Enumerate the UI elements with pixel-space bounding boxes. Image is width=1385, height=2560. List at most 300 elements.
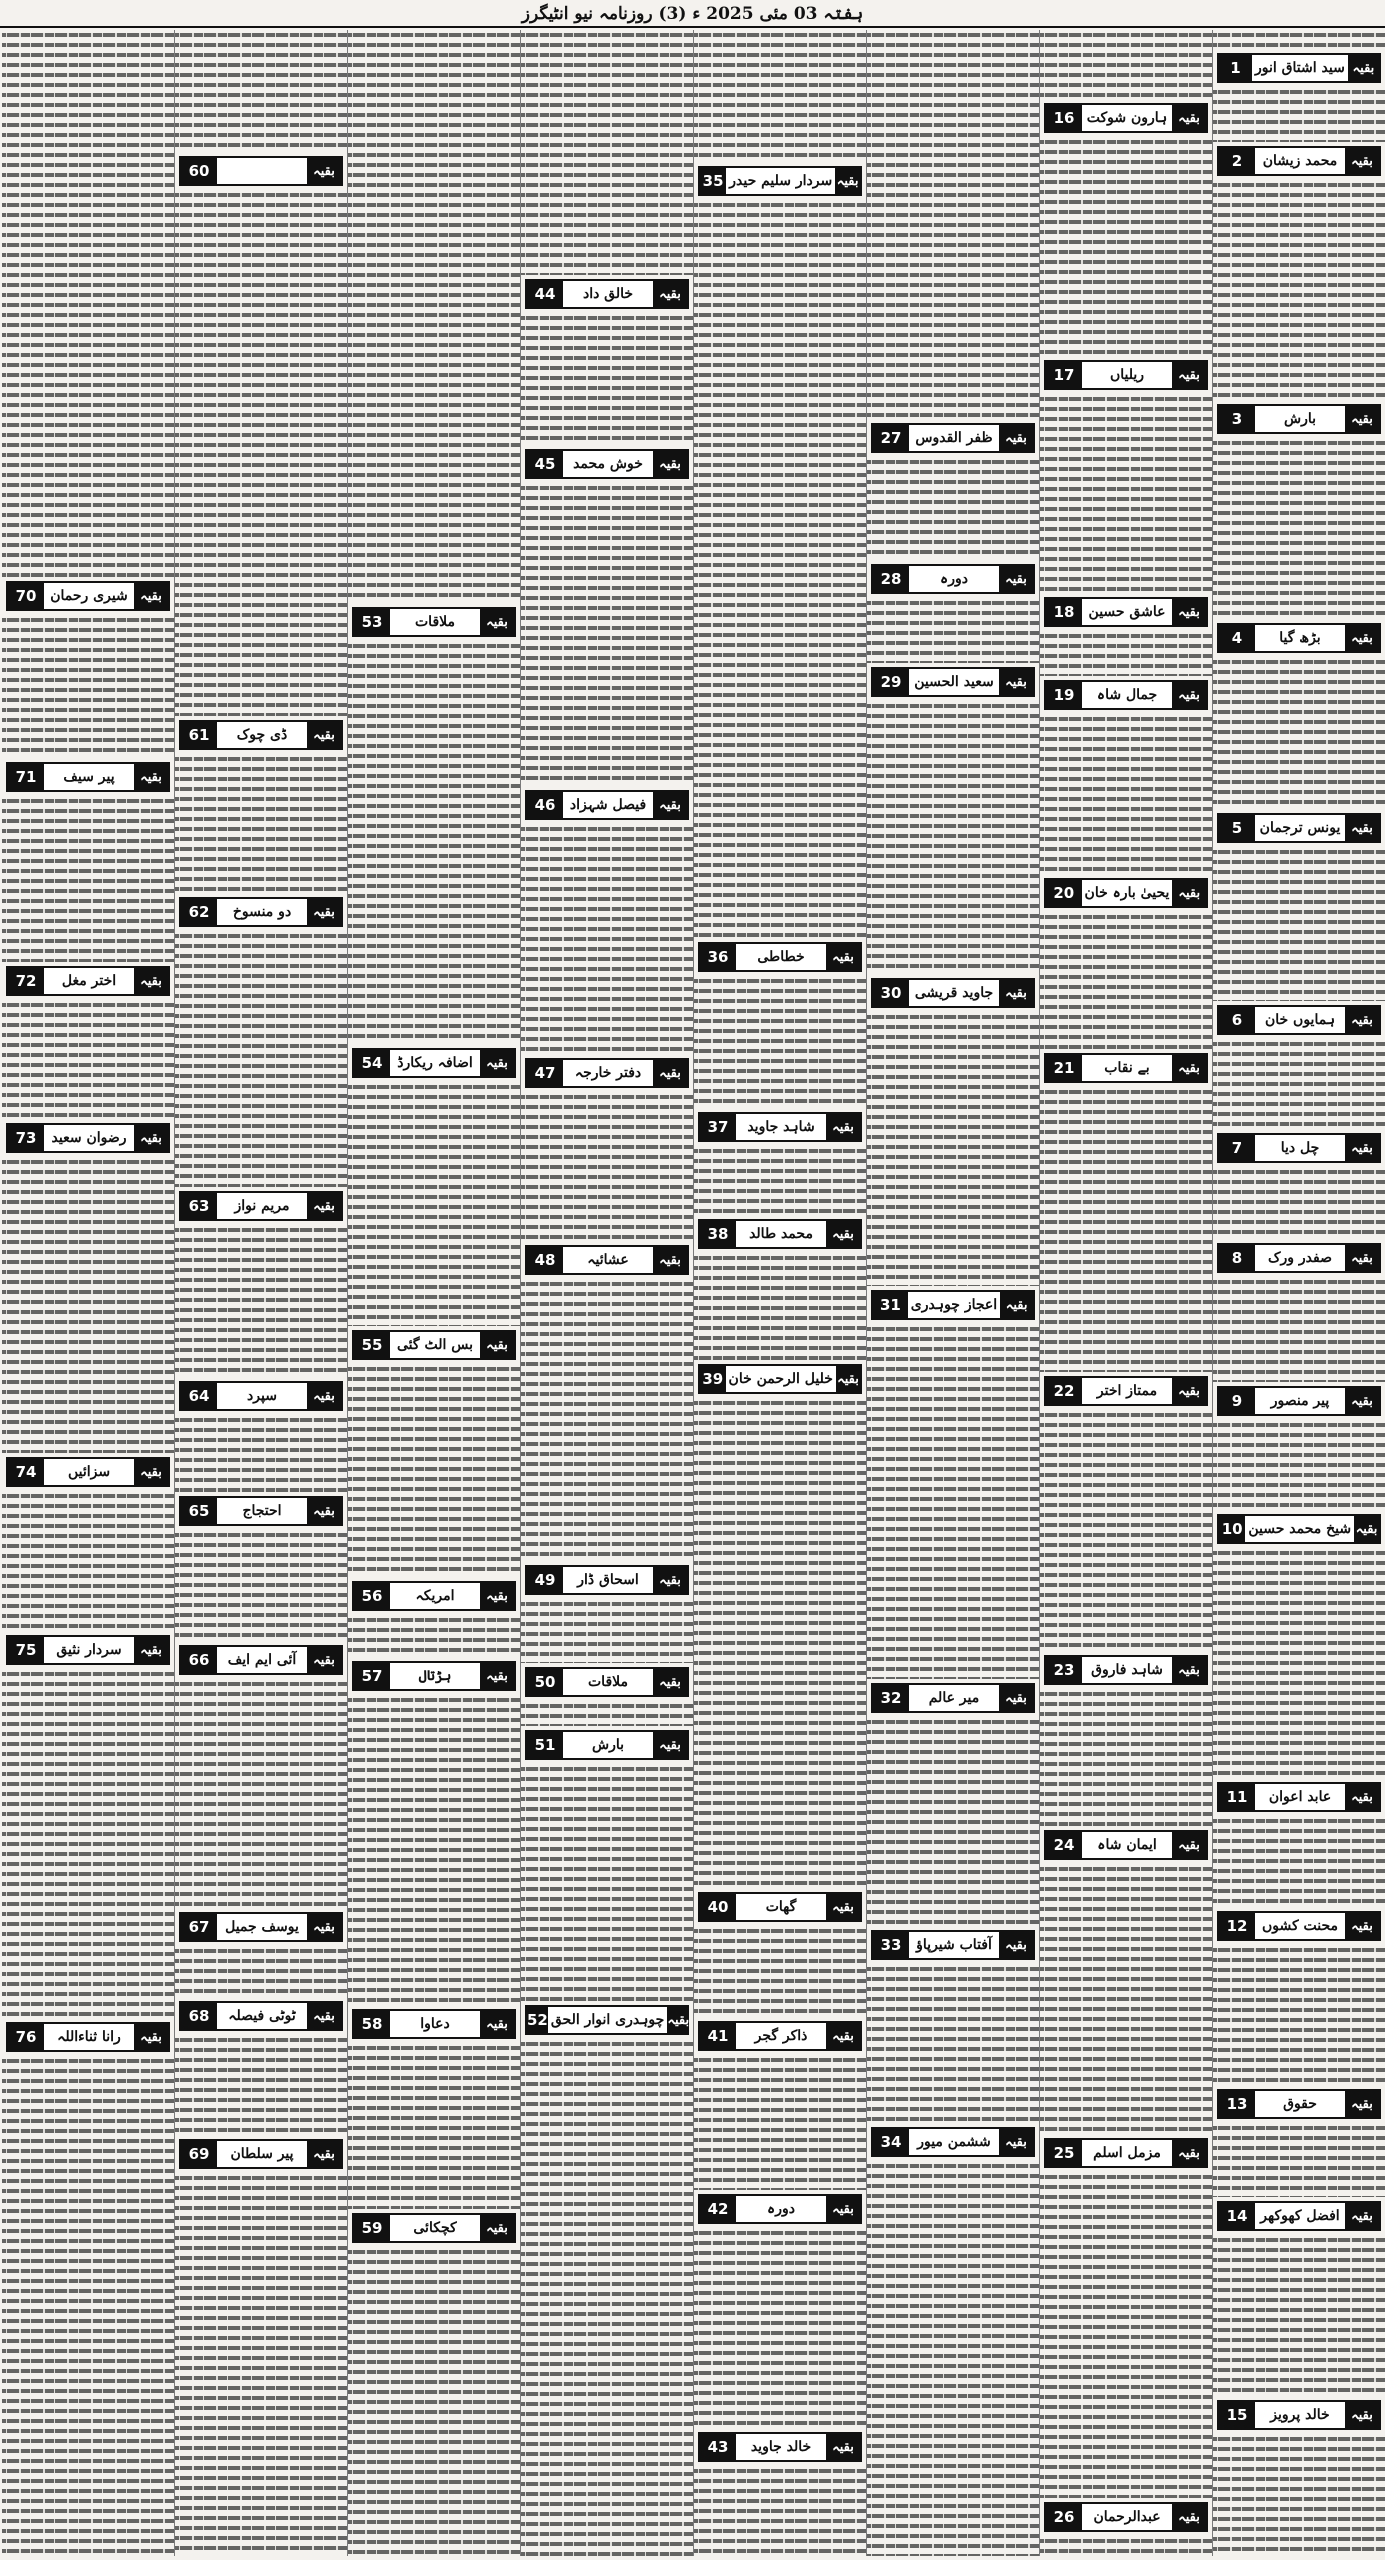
continuation-title: پیر سیف: [63, 769, 115, 785]
continuation-box-17: [1044, 360, 1208, 390]
header-title: ہفتہ 03 مئی 2025 ء (3) روزنامہ نیو انٹیگرز: [521, 3, 864, 24]
continuation-number: 8: [1219, 1245, 1255, 1271]
continuation-title: بارش: [592, 1737, 625, 1753]
continuation-box-61: [179, 720, 343, 750]
article-text-block: [1213, 438, 1385, 619]
continuation-label: بقیہ: [307, 2141, 341, 2167]
continuation-label: بقیہ: [836, 1366, 860, 1392]
continuation-title: یوسف جمیل: [225, 1919, 299, 1935]
article-text-block: [175, 1530, 347, 1641]
continuation-label: بقیہ: [1345, 1245, 1379, 1271]
continuation-number: 14: [1219, 2203, 1255, 2229]
continuation-number: 25: [1046, 2140, 1082, 2166]
article-text-block: [175, 1679, 347, 1908]
article-text-block: [521, 30, 693, 275]
continuation-title: یحییٰ بارہ خان: [1084, 885, 1170, 901]
column-divider: [174, 30, 175, 2556]
continuation-label: بقیہ: [826, 944, 860, 970]
continuation-title: شیخ محمد حسین: [1248, 1521, 1352, 1537]
continuation-number: 61: [181, 722, 217, 748]
continuation-number: 21: [1046, 1055, 1082, 1081]
continuation-box-64: [179, 1381, 343, 1411]
continuation-box-44: [525, 279, 689, 309]
continuation-box-71: [6, 762, 170, 792]
continuation-label: بقیہ: [999, 425, 1033, 451]
continuation-box-65: [179, 1496, 343, 1526]
continuation-number: 48: [527, 1247, 563, 1273]
article-text-block: [867, 30, 1039, 419]
continuation-box-21: [1044, 1053, 1208, 1083]
article-text-block: [694, 2055, 866, 2190]
continuation-title: پیر سلطان: [230, 2146, 294, 2162]
continuation-label: بقیہ: [1172, 1832, 1206, 1858]
article-text-block: [348, 1615, 520, 1657]
continuation-number: 45: [527, 451, 563, 477]
continuation-number: 63: [181, 1193, 217, 1219]
page-header: [0, 0, 1385, 26]
continuation-label: بقیہ: [1172, 599, 1206, 625]
continuation-label: بقیہ: [1345, 1784, 1379, 1810]
article-text-block: [1040, 1864, 1212, 2134]
continuation-number: 26: [1046, 2504, 1082, 2530]
continuation-box-42: [698, 2194, 862, 2224]
continuation-label: بقیہ: [134, 1125, 168, 1151]
continuation-title: جمال شاہ: [1096, 687, 1158, 703]
continuation-number: 13: [1219, 2091, 1255, 2117]
article-text-block: [175, 2173, 347, 2556]
continuation-title: افضل کھوکھر: [1260, 2208, 1340, 2224]
continuation-box-15: [1217, 2400, 1381, 2430]
continuation-label: بقیہ: [653, 1060, 687, 1086]
article-text-block: [1040, 2536, 1212, 2556]
continuation-label: بقیہ: [1348, 55, 1379, 81]
continuation-number: 9: [1219, 1388, 1255, 1414]
article-text-block: [867, 1964, 1039, 2123]
continuation-box-73: [6, 1123, 170, 1153]
continuation-title: بے نقاب: [1104, 1060, 1150, 1076]
column-divider: [347, 30, 348, 2556]
continuation-label: بقیہ: [835, 168, 860, 194]
continuation-box-43: [698, 2432, 862, 2462]
continuation-number: 64: [181, 1383, 217, 1409]
article-text-block: [1040, 1410, 1212, 1651]
continuation-title: خطاطی: [757, 949, 805, 965]
continuation-number: 54: [354, 1050, 390, 1076]
continuation-title: سردار نثیق: [56, 1642, 122, 1658]
column-divider: [1039, 30, 1040, 2556]
continuation-box-76: [6, 2022, 170, 2052]
continuation-number: 72: [8, 968, 44, 994]
continuation-title: اضافہ ریکارڈ: [397, 1055, 473, 1071]
continuation-box-56: [352, 1581, 516, 1611]
continuation-title: عشائیہ: [587, 1252, 629, 1268]
continuation-number: 35: [700, 168, 726, 194]
article-text-block: [1213, 1277, 1385, 1382]
article-text-block: [521, 1599, 693, 1663]
continuation-box-13: [1217, 2089, 1381, 2119]
continuation-box-40: [698, 1892, 862, 1922]
continuation-label: بقیہ: [134, 583, 168, 609]
continuation-title: ممتاز اختر: [1096, 1383, 1158, 1399]
continuation-label: بقیہ: [1172, 2140, 1206, 2166]
continuation-label: بقیہ: [1172, 1055, 1206, 1081]
article-text-block: [521, 1764, 693, 2001]
continuation-number: 7: [1219, 1135, 1255, 1161]
continuation-number: 73: [8, 1125, 44, 1151]
continuation-label: بقیہ: [480, 1663, 514, 1689]
continuation-box-26: [1044, 2502, 1208, 2532]
continuation-number: 40: [700, 1894, 736, 1920]
continuation-title: دورہ: [940, 571, 968, 587]
continuation-label: بقیہ: [653, 281, 687, 307]
article-text-block: [1213, 87, 1385, 142]
continuation-label: بقیہ: [307, 899, 341, 925]
continuation-label: بقیہ: [134, 764, 168, 790]
column-divider: [693, 30, 694, 2556]
continuation-label: بقیہ: [1172, 2504, 1206, 2530]
continuation-box-29: [871, 667, 1035, 697]
article-text-block: [867, 1324, 1039, 1679]
continuation-number: 28: [873, 566, 909, 592]
article-text-block: [867, 701, 1039, 974]
continuation-box-14: [1217, 2201, 1381, 2231]
continuation-number: 75: [8, 1637, 44, 1663]
continuation-label: بقیہ: [653, 1669, 687, 1695]
continuation-box-3: [1217, 404, 1381, 434]
article-text-block: [1040, 394, 1212, 593]
news-column-4: [694, 30, 866, 2556]
continuation-title: سید اشتاق انور: [1255, 60, 1345, 76]
continuation-number: 23: [1046, 1657, 1082, 1683]
continuation-title: خلیل الرحمن خان: [728, 1371, 833, 1387]
continuation-title: خالق داد: [582, 286, 634, 302]
article-text-block: [2, 30, 174, 577]
news-column-2: [1040, 30, 1212, 2556]
article-text-block: [867, 457, 1039, 560]
article-text-block: [694, 1253, 866, 1360]
continuation-title: عابد اعوان: [1268, 1789, 1332, 1805]
continuation-box-18: [1044, 597, 1208, 627]
article-text-block: [694, 2466, 866, 2556]
continuation-title: محنت کشوں: [1261, 1918, 1339, 1934]
continuation-title: بس الٹ گئی: [397, 1337, 473, 1353]
continuation-label: بقیہ: [999, 1932, 1033, 1958]
continuation-label: بقیہ: [134, 1459, 168, 1485]
continuation-label: بقیہ: [653, 1567, 687, 1593]
continuation-box-58: [352, 2009, 516, 2039]
continuation-title: صفدر ورک: [1268, 1250, 1333, 1266]
article-text-block: [1040, 137, 1212, 356]
article-text-block: [694, 30, 866, 162]
continuation-box-68: [179, 2001, 343, 2031]
article-text-block: [1213, 2434, 1385, 2556]
continuation-label: بقیہ: [653, 1732, 687, 1758]
continuation-number: 22: [1046, 1378, 1082, 1404]
continuation-title: ذاکر گجر: [754, 2028, 808, 2044]
continuation-number: 19: [1046, 682, 1082, 708]
continuation-number: 32: [873, 1685, 909, 1711]
continuation-number: 53: [354, 609, 390, 635]
continuation-box-28: [871, 564, 1035, 594]
continuation-box-7: [1217, 1133, 1381, 1163]
continuation-number: 38: [700, 1221, 736, 1247]
continuation-label: بقیہ: [1172, 105, 1206, 131]
continuation-title: ہارون شوکت: [1086, 110, 1168, 126]
continuation-box-23: [1044, 1655, 1208, 1685]
continuation-number: 67: [181, 1914, 217, 1940]
continuation-title: محمد طالد: [749, 1226, 813, 1242]
continuation-box-31: [871, 1290, 1035, 1320]
continuation-box-70: [6, 581, 170, 611]
continuation-label: بقیہ: [1345, 1135, 1379, 1161]
article-text-block: [1213, 1039, 1385, 1129]
continuation-number: 71: [8, 764, 44, 790]
continuation-box-37: [698, 1112, 862, 1142]
continuation-title: ظفر القدوس: [915, 430, 993, 446]
continuation-label: بقیہ: [667, 2007, 689, 2033]
continuation-number: 42: [700, 2196, 736, 2222]
continuation-title: خالد جاوید: [750, 2439, 812, 2455]
article-text-block: [175, 754, 347, 893]
continuation-box-4: [1217, 623, 1381, 653]
article-text-block: [348, 1695, 520, 2005]
continuation-title: عاشق حسین: [1088, 604, 1166, 620]
continuation-label: بقیہ: [307, 1914, 341, 1940]
article-text-block: [867, 598, 1039, 663]
continuation-title: جاوید قریشی: [914, 985, 994, 1001]
continuation-box-10: [1217, 1514, 1381, 1544]
continuation-box-16: [1044, 103, 1208, 133]
continuation-label: بقیہ: [134, 968, 168, 994]
article-text-block: [521, 1701, 693, 1726]
continuation-number: 11: [1219, 1784, 1255, 1810]
continuation-label: بقیہ: [307, 1383, 341, 1409]
continuation-label: بقیہ: [480, 1332, 514, 1358]
article-text-block: [1213, 2123, 1385, 2197]
article-text-block: [694, 200, 866, 938]
continuation-number: 36: [700, 944, 736, 970]
continuation-label: بقیہ: [1345, 2091, 1379, 2117]
article-text-block: [521, 1092, 693, 1241]
continuation-title: امریکہ: [415, 1588, 455, 1604]
continuation-box-38: [698, 1219, 862, 1249]
continuation-title: شاہد جاوید: [747, 1119, 815, 1135]
continuation-label: بقیہ: [1172, 682, 1206, 708]
article-text-block: [1213, 1167, 1385, 1239]
continuation-box-30: [871, 978, 1035, 1008]
continuation-number: 30: [873, 980, 909, 1006]
continuation-label: بقیہ: [1345, 1388, 1379, 1414]
continuation-box-2: [1217, 146, 1381, 176]
continuation-title: عبدالرحمان: [1093, 2509, 1161, 2525]
article-text-block: [175, 190, 347, 716]
continuation-label: بقیہ: [1345, 2203, 1379, 2229]
continuation-number: 44: [527, 281, 563, 307]
continuation-box-66: [179, 1645, 343, 1675]
continuation-box-45: [525, 449, 689, 479]
news-column-7: [175, 30, 347, 2556]
continuation-title: ملاقات: [415, 614, 455, 630]
continuation-number: 46: [527, 792, 563, 818]
continuation-box-5: [1217, 813, 1381, 843]
article-text-block: [694, 1398, 866, 1888]
continuation-title: میر عالم: [928, 1690, 980, 1706]
continuation-label: بقیہ: [1172, 1657, 1206, 1683]
article-text-block: [2, 1669, 174, 2018]
continuation-title: اختر مغل: [61, 973, 117, 989]
continuation-number: 59: [354, 2215, 390, 2241]
continuation-box-9: [1217, 1386, 1381, 1416]
continuation-title: چل دیا: [1280, 1140, 1320, 1156]
continuation-number: 3: [1219, 406, 1255, 432]
continuation-box-11: [1217, 1782, 1381, 1812]
continuation-label: بقیہ: [480, 1583, 514, 1609]
article-text-block: [521, 1279, 693, 1561]
continuation-label: بقیہ: [653, 1247, 687, 1273]
continuation-label: بقیہ: [1354, 1516, 1379, 1542]
continuation-number: 51: [527, 1732, 563, 1758]
continuation-box-67: [179, 1912, 343, 1942]
continuation-number: 47: [527, 1060, 563, 1086]
continuation-label: بقیہ: [999, 669, 1033, 695]
continuation-title: ٹوٹی فیصلہ: [228, 2008, 296, 2024]
article-text-block: [521, 824, 693, 1054]
continuation-title: ہڑتال: [418, 1668, 452, 1684]
continuation-box-22: [1044, 1376, 1208, 1406]
continuation-title: مزمل اسلم: [1093, 2145, 1161, 2161]
continuation-number: 17: [1046, 362, 1082, 388]
continuation-number: 43: [700, 2434, 736, 2460]
continuation-title: آئی ایم ایف: [227, 1652, 297, 1668]
continuation-label: بقیہ: [307, 1498, 341, 1524]
column-divider: [1212, 30, 1213, 2556]
continuation-title: شاہد فاروق: [1091, 1662, 1163, 1678]
continuation-number: 62: [181, 899, 217, 925]
continuation-number: 74: [8, 1459, 44, 1485]
article-text-block: [175, 1946, 347, 1997]
continuation-number: 41: [700, 2023, 736, 2049]
continuation-label: بقیہ: [480, 609, 514, 635]
continuation-title: اسحاق ڈار: [577, 1572, 639, 1588]
continuation-box-52: [525, 2005, 689, 2035]
article-text-block: [348, 30, 520, 603]
continuation-label: بقیہ: [1172, 880, 1206, 906]
article-text-block: [1213, 847, 1385, 1001]
article-text-block: [694, 1146, 866, 1215]
article-text-block: [2, 1491, 174, 1631]
article-text-block: [2, 796, 174, 962]
news-column-3: [867, 30, 1039, 2556]
continuation-number: 39: [700, 1366, 726, 1392]
article-text-block: [867, 2161, 1039, 2556]
continuation-box-69: [179, 2139, 343, 2169]
article-text-block: [1213, 1420, 1385, 1510]
continuation-label: بقیہ: [134, 2024, 168, 2050]
continuation-title: خالد پرویز: [1270, 2407, 1330, 2423]
continuation-title: اعجاز چوہدری: [910, 1297, 998, 1313]
continuation-box-33: [871, 1930, 1035, 1960]
article-text-block: [694, 1926, 866, 2017]
continuation-label: بقیہ: [134, 1637, 168, 1663]
continuation-label: بقیہ: [1345, 815, 1379, 841]
article-text-block: [867, 1717, 1039, 1926]
continuation-label: بقیہ: [1345, 406, 1379, 432]
article-text-block: [1040, 912, 1212, 1049]
continuation-label: بقیہ: [1345, 1007, 1379, 1033]
news-column-5: [521, 30, 693, 2556]
continuation-number: 49: [527, 1567, 563, 1593]
continuation-label: بقیہ: [1000, 1292, 1033, 1318]
continuation-number: 16: [1046, 105, 1082, 131]
continuation-label: بقیہ: [999, 1685, 1033, 1711]
continuation-number: 34: [873, 2129, 909, 2155]
continuation-label: بقیہ: [653, 792, 687, 818]
continuation-title: گھات: [765, 1899, 797, 1915]
continuation-number: 12: [1219, 1913, 1255, 1939]
continuation-label: بقیہ: [1345, 1913, 1379, 1939]
continuation-label: بقیہ: [826, 2434, 860, 2460]
continuation-box-62: [179, 897, 343, 927]
continuation-box-57: [352, 1661, 516, 1691]
continuation-title: ملاقات: [588, 1674, 628, 1690]
continuation-number: 58: [354, 2011, 390, 2037]
continuation-number: 69: [181, 2141, 217, 2167]
continuation-number: 57: [354, 1663, 390, 1689]
continuation-label: بقیہ: [1172, 362, 1206, 388]
continuation-box-53: [352, 607, 516, 637]
continuation-box-24: [1044, 1830, 1208, 1860]
continuation-box-46: [525, 790, 689, 820]
article-text-block: [348, 1082, 520, 1326]
continuation-number: 55: [354, 1332, 390, 1358]
article-text-block: [1213, 657, 1385, 809]
continuation-box-6: [1217, 1005, 1381, 1035]
article-text-block: [1213, 180, 1385, 400]
article-text-block: [521, 2039, 693, 2556]
continuation-box-34: [871, 2127, 1035, 2157]
continuation-title: دعاوا: [420, 2016, 450, 2032]
continuation-box-39: [698, 1364, 862, 1394]
continuation-box-54: [352, 1048, 516, 1078]
continuation-title: آفتاب شیرپاؤ: [916, 1937, 992, 1953]
continuation-box-74: [6, 1457, 170, 1487]
continuation-title: ایمان شاہ: [1097, 1837, 1157, 1853]
continuation-title: خوش محمد: [573, 456, 643, 472]
article-text-block: [2, 1000, 174, 1119]
continuation-box-72: [6, 966, 170, 996]
continuation-title: سردار سلیم حیدر: [729, 173, 833, 189]
article-text-block: [348, 2247, 520, 2556]
continuation-number: 4: [1219, 625, 1255, 651]
article-text-block: [348, 2043, 520, 2209]
continuation-label: بقیہ: [1345, 148, 1379, 174]
continuation-box-47: [525, 1058, 689, 1088]
article-text-block: [1040, 30, 1212, 99]
article-text-block: [521, 313, 693, 445]
continuation-box-27: [871, 423, 1035, 453]
article-text-block: [348, 1364, 520, 1577]
continuation-label: بقیہ: [307, 722, 341, 748]
article-text-block: [2, 1157, 174, 1453]
continuation-box-55: [352, 1330, 516, 1360]
column-divider: [520, 30, 521, 2556]
continuation-title: رانا ثناءاللہ: [57, 2029, 121, 2045]
continuation-box-49: [525, 1565, 689, 1595]
continuation-title: فیصل شہزاد: [569, 797, 647, 813]
continuation-title: ہمایوں خان: [1264, 1012, 1336, 1028]
continuation-number: 31: [873, 1292, 908, 1318]
continuation-title: سپرد: [247, 1388, 277, 1404]
